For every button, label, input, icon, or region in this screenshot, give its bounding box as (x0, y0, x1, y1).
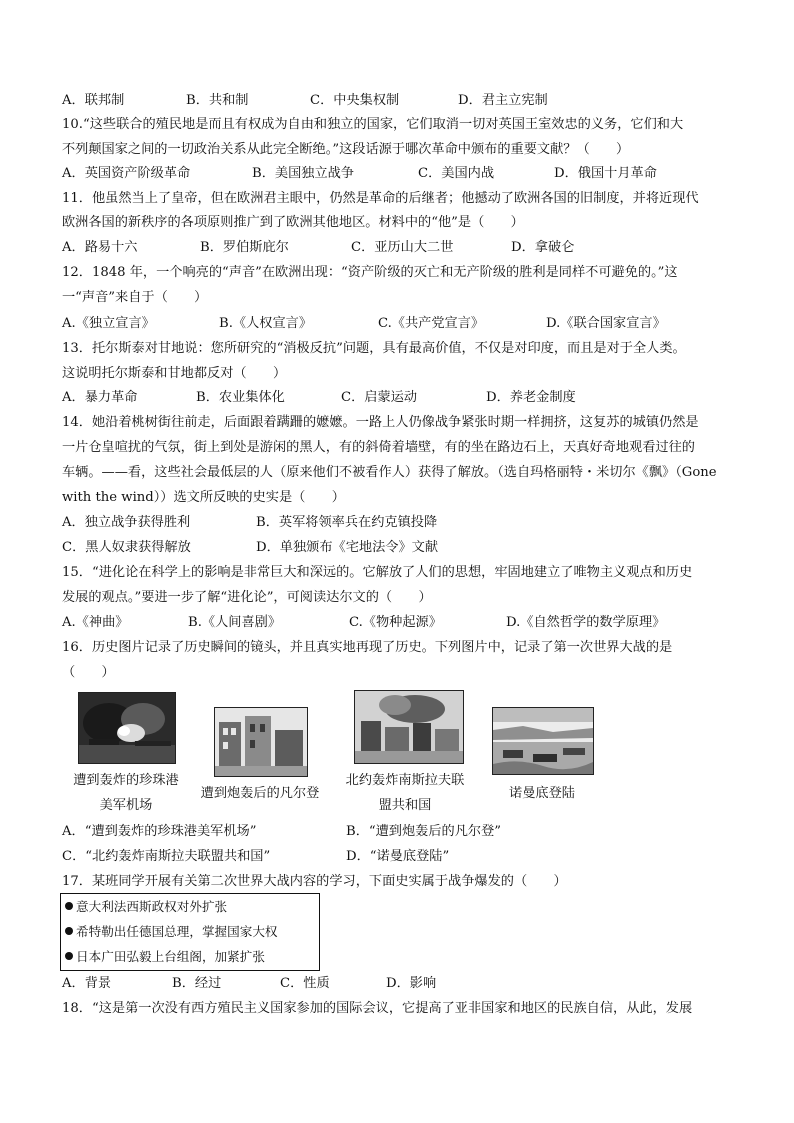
q13-option-d: D．养老金制度 (486, 390, 576, 405)
pic1-caption-line2: 美军机场 (99, 798, 153, 813)
pic4-caption: 诺曼底登陆 (509, 786, 575, 801)
bullet-icon (65, 927, 73, 935)
pic3-caption-line2: 盟共和国 (378, 798, 432, 813)
q15-option-a: A.《神曲》 (62, 615, 129, 630)
q12-stem-line1: 12．1848 年，一个响亮的“声音”在欧洲出现：“资产阶级的灭亡和无产阶级的胜利是同样不可避免的。”这 (62, 265, 678, 280)
q17-option-a: A．背景 (62, 976, 112, 991)
pic3-caption-line1: 北约轰炸南斯拉夫联 (345, 773, 465, 788)
q16-option-a: A．“遭到轰炸的珍珠港美军机场” (62, 824, 257, 839)
q10-stem-line1: 10.“这些联合的殖民地是而且有权成为自由和独立的国家，它们取消一切对英国王室效忠的义务，它们和大 (62, 117, 684, 132)
q10-option-a: A．英国资产阶级革命 (62, 166, 191, 181)
q11-option-b: B．罗伯斯庇尔 (200, 240, 289, 255)
q17-option-d: D．影响 (386, 976, 437, 991)
q14-stem-line3: 车辆。——看，这些社会最低层的人（原来他们不被看作人）获得了解放。（选自玛格丽特・米切尔《飘》（Gone (62, 465, 717, 480)
q17-stem-line1: 17．某班同学开展有关第二次世界大战内容的学习，下面史实属于战争爆发的（ ） (62, 874, 567, 889)
q13-option-a: A．暴力革命 (62, 390, 138, 405)
pic1-caption-line1: 遭到轰炸的珍珠港 (73, 773, 179, 788)
q13-option-c: C．启蒙运动 (341, 390, 418, 405)
q13-stem-line2: 这说明托尔斯泰和甘地都反对（ ） (62, 366, 287, 381)
q16-option-b: B．“遭到炮轰后的凡尔登” (346, 824, 502, 839)
q15-stem-line2: 发展的观点。”要进一步了解“进化论”，可阅读达尔文的（ ） (62, 590, 432, 605)
q11-stem-line1: 11．他虽然当上了皇帝，但在欧洲君主眼中，仍然是革命的后继者；他撼动了欧洲各国的旧制度，并将近现代 (62, 191, 699, 206)
q15-stem-line1: 15．“进化论在科学上的影响是非常巨大和深远的。它解放了人们的思想，牢固地建立了唯物主义观点和历史 (62, 565, 693, 580)
q16-stem-line1: 16．历史图片记录了历史瞬间的镜头，并且真实地再现了历史。下列图片中，记录了第一次世界大战的是 (62, 640, 673, 655)
q16-option-c: C．“北约轰炸南斯拉夫联盟共和国” (62, 849, 271, 864)
yugoslavia-bombing-photo (354, 690, 464, 764)
fact-item-3: 日本广田弘毅上台组阁，加紧扩张 (65, 949, 265, 965)
fact-item-1: 意大利法西斯政权对外扩张 (65, 899, 227, 915)
q13-stem-line1: 13．托尔斯泰对甘地说：您所研究的“消极反抗”问题，具有最高价值，不仅是对印度，而且是对于全人类。 (62, 341, 686, 356)
q16-stem-line2: （ ） (62, 665, 115, 680)
normandy-landing-photo (492, 707, 594, 775)
q12-option-b: B.《人权宣言》 (219, 316, 313, 331)
q14-stem-line2: 一片仓皇喧扰的气氛，街上到处是游闲的黑人，有的斜倚着墙壁，有的坐在路边石上，天真好奇地观看过往的 (62, 440, 695, 455)
q10-option-b: B．美国独立战争 (252, 166, 355, 181)
q14-option-d: D．单独颁布《宅地法令》文献 (256, 540, 439, 555)
q15-option-b: B.《人间喜剧》 (188, 615, 282, 630)
q11-stem-line2: 欧洲各国的新秩序的各项原则推广到了欧洲其他地区。材料中的“他”是（ ） (62, 215, 524, 230)
q10-option-d: D．俄国十月革命 (554, 166, 657, 181)
q11-option-a: A．路易十六 (62, 240, 138, 255)
pearl-harbor-photo (78, 692, 176, 764)
q14-option-a: A．独立战争获得胜利 (62, 515, 191, 530)
q9-option-a: A．联邦制 (62, 93, 125, 108)
q12-option-d: D.《联合国家宣言》 (546, 316, 666, 331)
q15-option-d: D.《自然哲学的数学原理》 (506, 615, 666, 630)
q12-stem-line2: 一“声音”来自于（ ） (62, 290, 208, 305)
q9-option-b: B．共和制 (186, 93, 249, 108)
q10-stem-line2: 不列颠国家之间的一切政治关系从此完全断绝。”这段话源于哪次革命中颁布的重要文献？（ ） (62, 142, 630, 157)
verdun-photo (214, 707, 308, 777)
bullet-icon (65, 902, 73, 910)
q13-option-b: B．农业集体化 (196, 390, 285, 405)
q10-option-c: C．美国内战 (418, 166, 495, 181)
q11-option-c: C．亚历山大二世 (351, 240, 454, 255)
q11-option-d: D．拿破仑 (511, 240, 575, 255)
q14-option-b: B．英军将领率兵在约克镇投降 (256, 515, 438, 530)
bullet-icon (65, 952, 73, 960)
q12-option-a: A.《独立宣言》 (62, 316, 155, 331)
q18-stem-line1: 18．“这是第一次没有西方殖民主义国家参加的国际会议，它提高了亚非国家和地区的民族自信，从此，发展 (62, 1001, 693, 1016)
q12-option-c: C.《共产党宣言》 (378, 316, 485, 331)
q14-option-c: C．黑人奴隶获得解放 (62, 540, 191, 555)
q14-stem-line1: 14．她沿着桃树街往前走，后面跟着蹒跚的嬷嬷。一路上人仍像战争紧张时期一样拥挤，这复苏的城镇仍然是 (62, 415, 699, 430)
fact-item-2: 希特勒出任德国总理，掌握国家大权 (65, 924, 278, 940)
pic2-caption: 遭到炮轰后的凡尔登 (200, 786, 320, 801)
q15-option-c: C.《物种起源》 (349, 615, 442, 630)
q9-option-d: D．君主立宪制 (458, 93, 548, 108)
q17-fact-box (60, 893, 320, 971)
q14-stem-line4: with the wind））选文所反映的史实是（ ） (62, 490, 345, 505)
q17-option-c: C．性质 (280, 976, 330, 991)
q16-option-d: D．“诺曼底登陆” (346, 849, 450, 864)
q9-option-c: C．中央集权制 (310, 93, 400, 108)
q17-option-b: B．经过 (172, 976, 222, 991)
